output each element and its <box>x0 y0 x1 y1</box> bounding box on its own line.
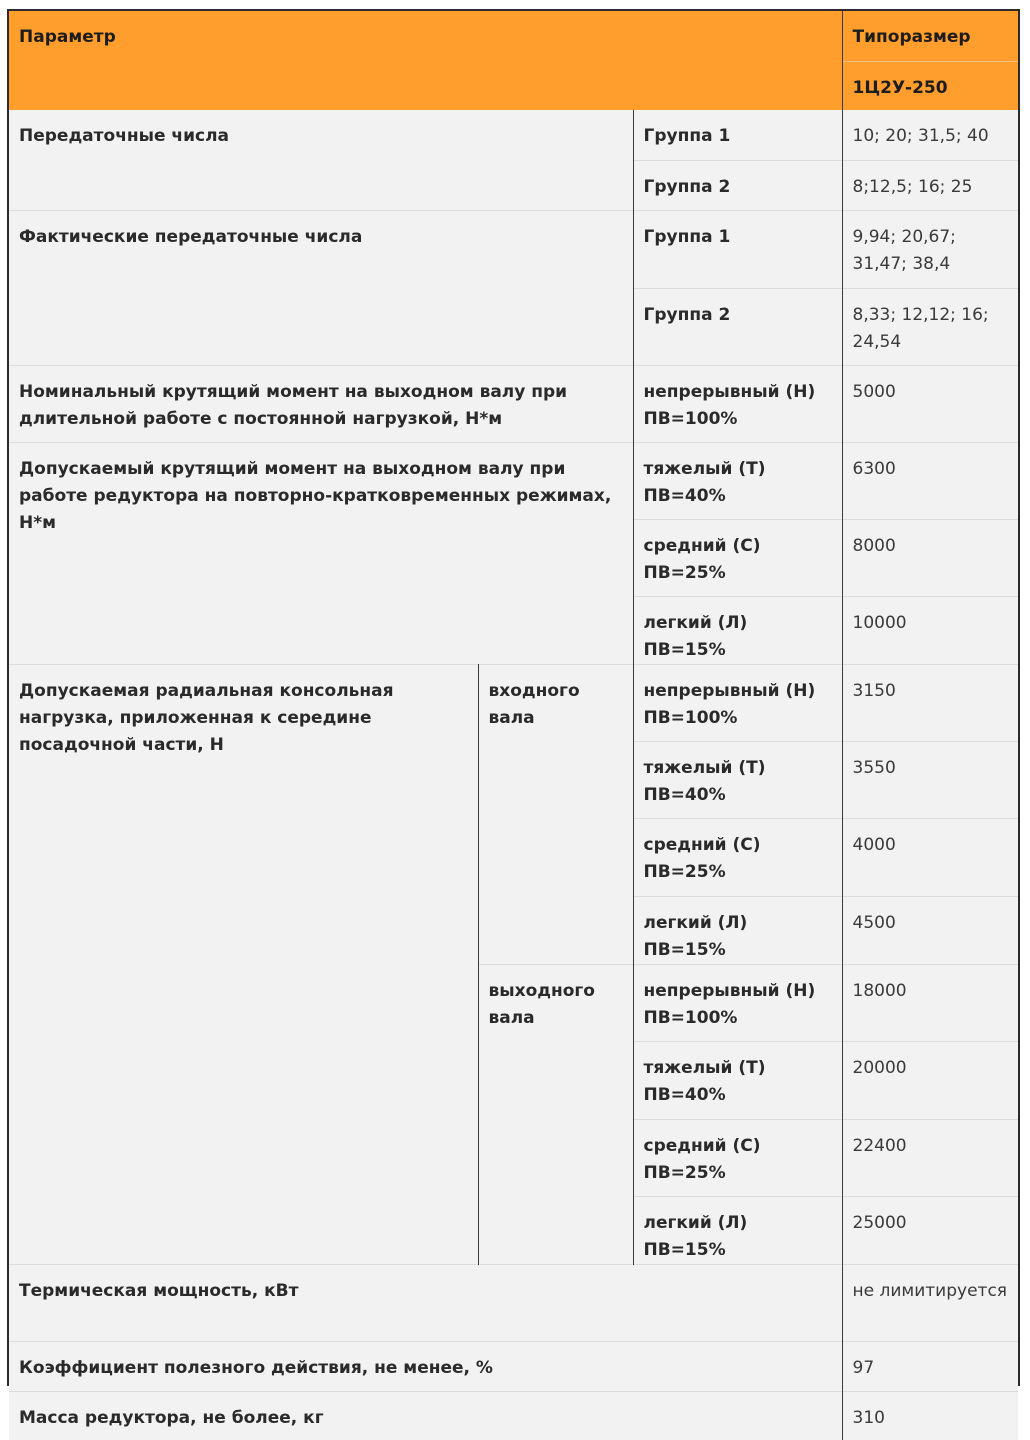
input-shaft-label: входного вала <box>478 664 633 964</box>
input-shaft-value: 3150 <box>842 664 1018 741</box>
input-shaft-value: 4000 <box>842 818 1018 896</box>
output-shaft-mode: средний (С) ПВ=25% <box>633 1119 842 1196</box>
nominal-torque-mode: непрерывный (Н) ПВ=100% <box>633 365 842 442</box>
allowed-torque-mode: тяжелый (Т) ПВ=40% <box>633 442 842 519</box>
input-shaft-mode: непрерывный (Н) ПВ=100% <box>633 664 842 741</box>
allowed-torque-label: Допускаемый крутящий момент на выходном валу при работе редуктора на повторно-кратковременных режимах, Н*м <box>9 442 633 664</box>
actual-ratios-group2-value: 8,33; 12,12; 16; 24,54 <box>842 288 1018 365</box>
header-parameter: Параметр <box>9 11 842 110</box>
spec-table-frame <box>7 9 1020 1428</box>
thermal-power-value: не лимитируется <box>842 1264 1018 1341</box>
input-shaft-mode: легкий (Л) ПВ=15% <box>633 896 842 964</box>
thermal-power-label: Термическая мощность, кВт <box>9 1264 842 1341</box>
actual-ratios-group1: Группа 1 <box>633 210 842 288</box>
allowed-torque-value: 10000 <box>842 596 1018 664</box>
input-shaft-value: 4500 <box>842 896 1018 964</box>
nominal-torque-value: 5000 <box>842 365 1018 442</box>
output-shaft-mode: тяжелый (Т) ПВ=40% <box>633 1041 842 1119</box>
output-shaft-value: 18000 <box>842 964 1018 1041</box>
gear-ratios-group2-value: 8;12,5; 16; 25 <box>842 160 1018 210</box>
input-shaft-mode: тяжелый (Т) ПВ=40% <box>633 741 842 818</box>
output-shaft-value: 20000 <box>842 1041 1018 1119</box>
spec-table <box>9 11 1018 1440</box>
mass-label: Масса редуктора, не более, кг <box>9 1391 842 1440</box>
mass-value: 310 <box>842 1391 1018 1440</box>
allowed-torque-value: 8000 <box>842 519 1018 596</box>
radial-load-label: Допускаемая радиальная консольная нагрузка, приложенная к середине посадочной части, Н <box>9 664 478 1264</box>
allowed-torque-mode: легкий (Л) ПВ=15% <box>633 596 842 664</box>
gear-ratios-group2: Группа 2 <box>633 160 842 210</box>
allowed-torque-value: 6300 <box>842 442 1018 519</box>
gear-ratios-label: Передаточные числа <box>9 110 633 210</box>
actual-ratios-label: Фактические передаточные числа <box>9 210 633 365</box>
nominal-torque-label: Номинальный крутящий момент на выходном валу при длительной работе с постоянной нагрузкой, Н*м <box>9 365 633 442</box>
gear-ratios-group1-value: 10; 20; 31,5; 40 <box>842 110 1018 160</box>
header-size: Типоразмер <box>842 11 1018 61</box>
actual-ratios-group1-value: 9,94; 20,67; 31,47; 38,4 <box>842 210 1018 288</box>
efficiency-label: Коэффициент полезного действия, не менее, % <box>9 1341 842 1391</box>
header-model: 1Ц2У-250 <box>842 61 1018 110</box>
output-shaft-mode: непрерывный (Н) ПВ=100% <box>633 964 842 1041</box>
output-shaft-value: 25000 <box>842 1196 1018 1264</box>
output-shaft-value: 22400 <box>842 1119 1018 1196</box>
efficiency-value: 97 <box>842 1341 1018 1391</box>
input-shaft-mode: средний (С) ПВ=25% <box>633 818 842 896</box>
output-shaft-mode: легкий (Л) ПВ=15% <box>633 1196 842 1264</box>
gear-ratios-group1: Группа 1 <box>633 110 842 160</box>
output-shaft-label: выходного вала <box>478 964 633 1264</box>
actual-ratios-group2: Группа 2 <box>633 288 842 365</box>
allowed-torque-mode: средний (С) ПВ=25% <box>633 519 842 596</box>
input-shaft-value: 3550 <box>842 741 1018 818</box>
